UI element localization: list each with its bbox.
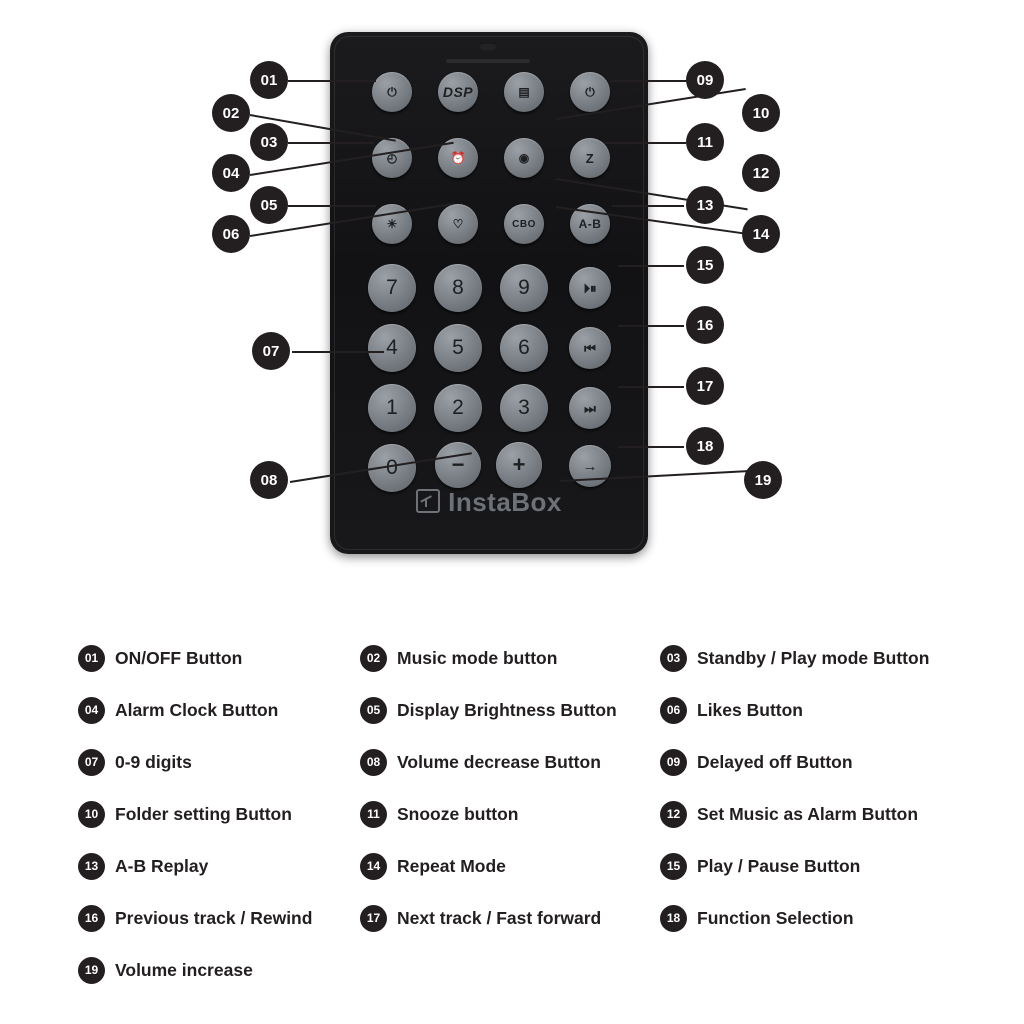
folder-setting-button[interactable] bbox=[504, 72, 544, 112]
legend-badge-09: 09 bbox=[660, 749, 687, 776]
digit-8-button[interactable] bbox=[434, 264, 482, 312]
digit-0-label: 0 bbox=[386, 456, 398, 479]
legend-badge-19: 19 bbox=[78, 957, 105, 984]
digit-4-label: 4 bbox=[386, 336, 398, 359]
callout-05-label: 05 bbox=[260, 196, 278, 214]
callout-12-label: 12 bbox=[752, 164, 770, 182]
legend-label-12: Set Music as Alarm Button bbox=[697, 803, 919, 824]
digit-6-label: 6 bbox=[518, 336, 530, 359]
list-item bbox=[78, 744, 360, 780]
digit-4-button[interactable] bbox=[368, 324, 416, 372]
leader-line-15 bbox=[618, 265, 684, 267]
leader-line-07 bbox=[292, 351, 384, 353]
legend-label-09: Delayed off Button bbox=[697, 751, 853, 772]
list-item bbox=[660, 848, 980, 884]
play-pause-button[interactable] bbox=[569, 267, 611, 309]
next-track-icon: ⏭ bbox=[584, 400, 596, 416]
callout-06-label: 06 bbox=[222, 225, 240, 243]
likes-button[interactable] bbox=[438, 204, 478, 244]
legend-list bbox=[78, 640, 978, 988]
callout-15 bbox=[686, 246, 724, 284]
cube-icon bbox=[416, 489, 440, 513]
callout-10 bbox=[742, 94, 780, 132]
legend-badge-04: 04 bbox=[78, 697, 105, 724]
callout-17-label: 17 bbox=[696, 377, 714, 395]
music-alarm-icon: ◉ bbox=[518, 151, 530, 165]
previous-track-button[interactable] bbox=[569, 327, 611, 369]
heart-icon: ♡ bbox=[452, 217, 464, 231]
legend-badge-01: 01 bbox=[78, 645, 105, 672]
repeat-mode-button[interactable] bbox=[504, 204, 544, 244]
callout-17 bbox=[686, 367, 724, 405]
leader-line-18 bbox=[618, 446, 684, 448]
list-item bbox=[78, 796, 360, 832]
callout-08 bbox=[250, 461, 288, 499]
leader-line-11 bbox=[604, 142, 686, 144]
list-item bbox=[660, 796, 980, 832]
legend-badge-03: 03 bbox=[660, 645, 687, 672]
legend-badge-13: 13 bbox=[78, 853, 105, 880]
digit-3-button[interactable] bbox=[500, 384, 548, 432]
callout-18 bbox=[686, 427, 724, 465]
callout-02 bbox=[212, 94, 250, 132]
brand-name: InstaBox bbox=[448, 487, 562, 517]
legend-badge-11: 11 bbox=[360, 801, 387, 828]
list-item bbox=[78, 952, 360, 988]
legend-label-18: Function Selection bbox=[697, 907, 854, 928]
standby-play-mode-button[interactable] bbox=[372, 138, 412, 178]
function-arrow-icon: → bbox=[582, 457, 598, 475]
callout-14 bbox=[742, 215, 780, 253]
previous-track-icon: ⏮ bbox=[584, 340, 596, 356]
callout-05 bbox=[250, 186, 288, 224]
remote-notch bbox=[446, 59, 530, 63]
play-pause-icon: ⏵⏸ bbox=[583, 280, 597, 296]
list-item bbox=[660, 900, 980, 936]
legend-label-02: Music mode button bbox=[397, 647, 558, 668]
volume-up-button[interactable] bbox=[496, 442, 542, 488]
legend-label-15: Play / Pause Button bbox=[697, 855, 861, 876]
digit-5-button[interactable] bbox=[434, 324, 482, 372]
callout-19 bbox=[744, 461, 782, 499]
brightness-sun-icon: ☀ bbox=[386, 217, 398, 231]
delayed-off-button[interactable] bbox=[570, 72, 610, 112]
ir-led bbox=[480, 44, 496, 50]
music-mode-dsp-button[interactable] bbox=[438, 72, 478, 112]
legend-badge-16: 16 bbox=[78, 905, 105, 932]
legend-badge-07: 07 bbox=[78, 749, 105, 776]
legend-badge-17: 17 bbox=[360, 905, 387, 932]
digit-9-label: 9 bbox=[518, 276, 530, 299]
list-item bbox=[360, 640, 660, 676]
callout-10-label: 10 bbox=[752, 104, 770, 122]
list-item bbox=[660, 640, 980, 676]
ab-label: A-B bbox=[578, 217, 602, 231]
callout-04-label: 04 bbox=[222, 164, 240, 182]
callout-16-label: 16 bbox=[696, 316, 714, 334]
set-music-as-alarm-button[interactable] bbox=[504, 138, 544, 178]
callout-08-label: 08 bbox=[260, 471, 278, 489]
legend-label-07: 0-9 digits bbox=[115, 751, 192, 772]
leader-line-01 bbox=[288, 80, 376, 82]
digit-7-label: 7 bbox=[386, 276, 398, 299]
legend-label-10: Folder setting Button bbox=[115, 803, 292, 824]
standby-power-icon: ⏻ bbox=[585, 85, 595, 99]
leader-line-03 bbox=[288, 142, 374, 144]
list-item bbox=[660, 692, 980, 728]
callout-15-label: 15 bbox=[696, 256, 714, 274]
legend-badge-14: 14 bbox=[360, 853, 387, 880]
legend-badge-10: 10 bbox=[78, 801, 105, 828]
legend-label-13: A-B Replay bbox=[115, 855, 209, 876]
callout-14-label: 14 bbox=[752, 225, 770, 243]
power-on-off-button[interactable] bbox=[372, 72, 412, 112]
legend-label-11: Snooze button bbox=[397, 803, 519, 824]
digit-7-button[interactable] bbox=[368, 264, 416, 312]
list-item bbox=[360, 744, 660, 780]
volume-down-icon: − bbox=[451, 452, 465, 477]
list-item bbox=[660, 744, 980, 780]
alarm-clock-icon: ⏰ bbox=[450, 151, 466, 165]
callout-03-label: 03 bbox=[260, 133, 278, 151]
leader-line-17 bbox=[618, 386, 684, 388]
legend-label-19: Volume increase bbox=[115, 959, 253, 980]
list-item bbox=[360, 900, 660, 936]
list-item bbox=[360, 848, 660, 884]
digit-8-label: 8 bbox=[452, 276, 464, 299]
brand-logo bbox=[330, 487, 648, 518]
digit-2-button[interactable] bbox=[434, 384, 482, 432]
legend-badge-08: 08 bbox=[360, 749, 387, 776]
snooze-button[interactable] bbox=[570, 138, 610, 178]
volume-up-icon: + bbox=[512, 452, 526, 477]
clock-icon: ◴ bbox=[386, 151, 398, 165]
legend-label-04: Alarm Clock Button bbox=[115, 699, 279, 720]
callout-04 bbox=[212, 154, 250, 192]
legend-label-06: Likes Button bbox=[697, 699, 803, 720]
callout-09-label: 09 bbox=[696, 71, 714, 89]
list-item bbox=[360, 692, 660, 728]
leader-line-16 bbox=[618, 325, 684, 327]
leader-line-09 bbox=[610, 80, 688, 82]
callout-18-label: 18 bbox=[696, 437, 714, 455]
legend-badge-02: 02 bbox=[360, 645, 387, 672]
digit-2-label: 2 bbox=[452, 396, 464, 419]
callout-01-label: 01 bbox=[260, 71, 278, 89]
digit-5-label: 5 bbox=[452, 336, 464, 359]
legend-label-01: ON/OFF Button bbox=[115, 647, 243, 668]
list-item bbox=[78, 640, 360, 676]
volume-down-button[interactable] bbox=[435, 442, 481, 488]
callout-11 bbox=[686, 123, 724, 161]
list-item bbox=[78, 692, 360, 728]
legend-label-17: Next track / Fast forward bbox=[397, 907, 602, 928]
leader-line-13 bbox=[612, 205, 684, 207]
legend-label-05: Display Brightness Button bbox=[397, 699, 617, 720]
legend-badge-15: 15 bbox=[660, 853, 687, 880]
callout-02-label: 02 bbox=[222, 104, 240, 122]
callout-06 bbox=[212, 215, 250, 253]
callout-03 bbox=[250, 123, 288, 161]
callout-07-label: 07 bbox=[262, 342, 280, 360]
callout-16 bbox=[686, 306, 724, 344]
legend-badge-12: 12 bbox=[660, 801, 687, 828]
callout-07 bbox=[252, 332, 290, 370]
callout-13-label: 13 bbox=[696, 196, 714, 214]
dsp-label: DSP bbox=[442, 84, 474, 100]
leader-line-05 bbox=[288, 205, 376, 207]
digit-6-button[interactable] bbox=[500, 324, 548, 372]
callout-13 bbox=[686, 186, 724, 224]
legend-label-08: Volume decrease Button bbox=[397, 751, 601, 772]
legend-label-03: Standby / Play mode Button bbox=[697, 647, 930, 668]
callout-19-label: 19 bbox=[754, 471, 772, 489]
callout-11-label: 11 bbox=[697, 133, 713, 151]
callout-01 bbox=[250, 61, 288, 99]
snooze-z-icon: Z bbox=[585, 150, 595, 166]
legend-badge-18: 18 bbox=[660, 905, 687, 932]
power-icon: ⏻ bbox=[387, 85, 397, 99]
repeat-icon: CBO bbox=[512, 218, 536, 230]
next-track-button[interactable] bbox=[569, 387, 611, 429]
folder-icon: ▤ bbox=[518, 85, 530, 99]
legend-badge-06: 06 bbox=[660, 697, 687, 724]
list-item bbox=[78, 848, 360, 884]
legend-label-16: Previous track / Rewind bbox=[115, 907, 313, 928]
list-item bbox=[360, 796, 660, 832]
legend-label-14: Repeat Mode bbox=[397, 855, 506, 876]
callout-09 bbox=[686, 61, 724, 99]
legend-badge-05: 05 bbox=[360, 697, 387, 724]
digit-9-button[interactable] bbox=[500, 264, 548, 312]
digit-3-label: 3 bbox=[518, 396, 530, 419]
digit-1-button[interactable] bbox=[368, 384, 416, 432]
list-item bbox=[78, 900, 360, 936]
digit-1-label: 1 bbox=[386, 396, 398, 419]
callout-12 bbox=[742, 154, 780, 192]
